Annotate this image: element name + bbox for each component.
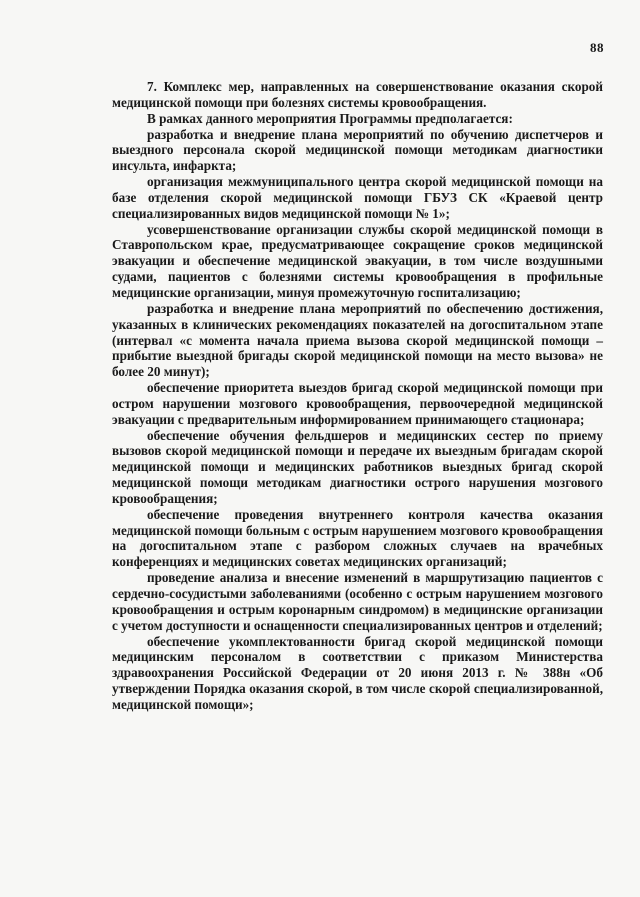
page-number: 88: [590, 40, 604, 55]
paragraph-measure-5: обеспечение приоритета выездов бригад скорой медицинской помощи при остром нарушении мозгового кровообращения, первоочередной медицинской эвакуации с предварительным информированием принимающего стационара;: [112, 380, 603, 427]
paragraph-measure-8: проведение анализа и внесение изменений в маршрутизацию пациентов с сердечно-сосудистыми заболеваниями (особенно с острым нарушением мозгового кровообращения и острым коронарным синдромом) в медицинские организации с учетом доступности и оснащенности специализированных центров и отделений;: [112, 570, 603, 633]
paragraph-measure-3: усовершенствование организации службы скорой медицинской помощи в Ставропольском крае, предусматривающее сокращение сроков медицинской эвакуации и обеспечение медицинской эвакуации, в том числе воздушными судами, пациентов с болезнями системы кровообращения в профильные медицинские организации, минуя промежуточную госпитализацию;: [112, 221, 603, 300]
paragraph-measure-4: разработка и внедрение плана мероприятий по обеспечению достижения, указанных в клинических рекомендациях показателей на догоспитальном этапе (интервал «с момента начала приема вызова скорой медицинской помощи – прибытие выездной бригады скорой медицинской помощи на место вызова» не более 20 минут);: [112, 300, 603, 380]
paragraph-intro: В рамках данного мероприятия Программы предполагается:: [147, 110, 513, 126]
document-body: [112, 79, 603, 713]
paragraph-measure-9: обеспечение укомплектованности бригад скорой медицинской помощи медицинским персоналом в соответствии с приказом Министерства здравоохранения Российской Федерации от 20 июня 2013 г. № 388н «Об утверждении Порядка оказания скорой, в том числе скорой специализированной, медицинской помощи»;: [112, 633, 603, 712]
paragraph-measure-1: разработка и внедрение плана мероприятий по обучению диспетчеров и выездного персонала скорой медицинской помощи методикам диагностики инсульта, инфаркта;: [112, 126, 603, 174]
paragraph-measure-6: обеспечение обучения фельдшеров и медицинских сестер по приему вызовов скорой медицинской помощи и передаче их выездным бригадам скорой медицинской помощи и медицинских работников выездных бригад скорой медицинской помощи методикам диагностики острого нарушения мозгового кровообращения;: [112, 427, 603, 506]
paragraph-section-heading: 7. Комплекс мер, направленных на совершенствование оказания скорой медицинской помощи при болезнях системы кровообращения.: [112, 79, 603, 110]
paragraph-measure-7: обеспечение проведения внутреннего контроля качества оказания медицинской помощи больным с острым нарушением мозгового кровообращения на догоспитальном этапе с разбором сложных случаев на врачебных конференциях и медицинских советах медицинских организаций;: [112, 506, 603, 570]
paragraph-measure-2: организация межмуниципального центра скорой медицинской помощи на базе отделения скорой медицинской помощи ГБУЗ СК «Краевой центр специализированных видов медицинской помощи № 1»;: [112, 174, 603, 221]
